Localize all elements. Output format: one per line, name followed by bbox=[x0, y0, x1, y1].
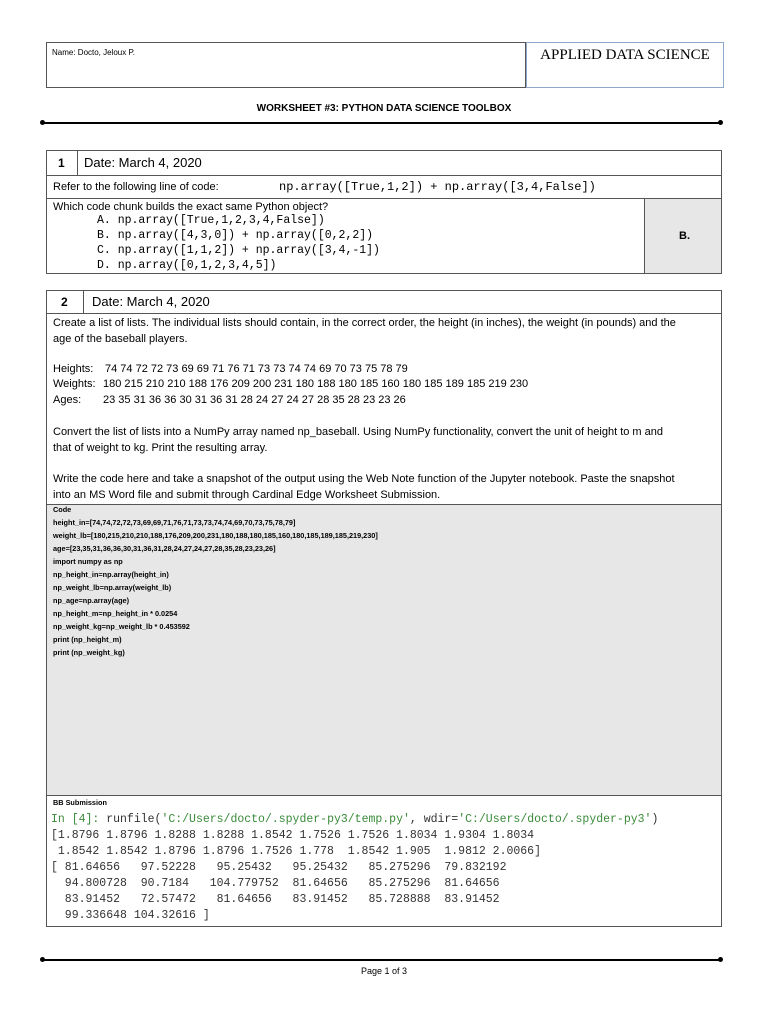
code-line: np_weight_kg=np_weight_lb * 0.453592 bbox=[53, 622, 190, 631]
q2-date: Date: March 4, 2020 bbox=[92, 294, 210, 309]
weights-label: Weights: bbox=[53, 378, 96, 390]
q2-date-cell bbox=[83, 290, 722, 314]
q1-refer-label: Refer to the following line of code: bbox=[53, 181, 219, 193]
subject-box bbox=[526, 42, 724, 88]
q1-date: Date: March 4, 2020 bbox=[84, 155, 202, 170]
q2-convert-line-2: that of weight to kg. Print the resulting array. bbox=[53, 442, 268, 454]
code-line: height_in=[74,74,72,72,73,69,69,71,76,71,73,73,74,74,69,70,73,75,78,79] bbox=[53, 518, 296, 527]
q1-refer-code: np.array([True,1,2]) + np.array([3,4,False]) bbox=[279, 180, 596, 194]
prompt-call: runfile( bbox=[106, 813, 162, 826]
heights-label: Heights: bbox=[53, 363, 94, 375]
code-line: weight_lb=[180,215,210,210,188,176,209,200,231,180,188,180,185,160,180,185,189,185,219,230] bbox=[53, 531, 378, 540]
q1-option-a: A. np.array([True,1,2,3,4,False]) bbox=[97, 214, 325, 227]
q1-number: 1 bbox=[58, 156, 65, 170]
footer-divider bbox=[42, 959, 722, 961]
q2-instructions-cell bbox=[46, 313, 722, 505]
code-label: Code bbox=[53, 505, 72, 514]
q2-write-line-1: Write the code here and take a snapshot of the output using the Web Note function of the Jupyter notebook. Paste the snapshot bbox=[53, 473, 675, 485]
code-section bbox=[46, 504, 722, 796]
q1-number-cell bbox=[46, 150, 78, 176]
footer-dot-right bbox=[718, 957, 723, 962]
code-line: print (np_height_m) bbox=[53, 635, 122, 644]
top-divider bbox=[42, 122, 722, 124]
ages-label: Ages: bbox=[53, 394, 82, 406]
q2-intro-line-2: age of the baseball players. bbox=[53, 333, 188, 345]
code-line: np_height_in=np.array(height_in) bbox=[53, 570, 169, 579]
divider-dot-right bbox=[718, 120, 723, 125]
q1-answer: B. bbox=[679, 230, 690, 242]
code-line: np_weight_lb=np.array(weight_lb) bbox=[53, 583, 172, 592]
q1-option-d: D. np.array([0,1,2,3,4,5]) bbox=[97, 259, 277, 272]
worksheet-title: WORKSHEET #3: PYTHON DATA SCIENCE TOOLBOX bbox=[256, 103, 512, 114]
console-output-line: 94.800728 90.7184 104.779752 81.64656 85.275296 81.64656 bbox=[51, 877, 500, 890]
q2-intro-line-1: Create a list of lists. The individual lists should contain, in the correct order, the height (in inches), the weight (in pounds) and the bbox=[53, 317, 676, 329]
name-box bbox=[46, 42, 526, 88]
q1-option-b: B. np.array([4,3,0]) + np.array([0,2,2]) bbox=[97, 229, 374, 242]
q2-write-line-2: into an MS Word file and submit through Cardinal Edge Worksheet Submission. bbox=[53, 489, 441, 501]
prompt-sep: , wdir= bbox=[409, 813, 459, 826]
weights-values: 180 215 210 210 188 176 209 200 231 180 188 180 185 160 180 185 189 185 219 230 bbox=[103, 378, 529, 390]
q2-number-cell bbox=[46, 290, 84, 314]
prompt-prefix: In [4]: bbox=[51, 813, 107, 826]
q1-refer-cell bbox=[46, 175, 722, 199]
code-line: print (np_weight_kg) bbox=[53, 648, 125, 657]
code-line: np_height_m=np_height_in * 0.0254 bbox=[53, 609, 178, 618]
q1-option-c: C. np.array([1,1,2]) + np.array([3,4,-1]) bbox=[97, 244, 380, 257]
q2-convert-line-1: Convert the list of lists into a NumPy array named np_baseball. Using NumPy functionality, convert the unit of height to m and bbox=[53, 426, 663, 438]
page-number: Page 1 of 3 bbox=[360, 966, 408, 976]
console-output-line: 1.8542 1.8542 1.8796 1.8796 1.7526 1.778 1.8542 1.905 1.9812 2.0066] bbox=[51, 845, 541, 858]
divider-dot-left bbox=[40, 120, 45, 125]
ages-values: 23 35 31 36 36 30 31 36 31 28 24 27 24 27 28 35 28 23 23 26 bbox=[103, 394, 406, 406]
prompt-end: ) bbox=[651, 813, 659, 826]
footer-dot-left bbox=[40, 957, 45, 962]
q1-answer-cell bbox=[644, 198, 722, 274]
heights-values: 74 74 72 72 73 69 69 71 76 71 73 73 74 74 69 70 73 75 78 79 bbox=[105, 363, 408, 375]
bb-submission-section bbox=[46, 795, 722, 927]
console-output-line: 99.336648 104.32616 ] bbox=[51, 909, 210, 922]
q1-date-cell bbox=[77, 150, 722, 176]
q1-question-cell bbox=[46, 198, 645, 274]
code-line: age=[23,35,31,36,36,30,31,36,31,28,24,27,24,27,28,35,28,23,23,26] bbox=[53, 544, 276, 553]
subject-title: APPLIED DATA SCIENCE bbox=[540, 47, 710, 63]
q1-question: Which code chunk builds the exact same Python object? bbox=[53, 201, 329, 213]
student-name: Name: Docto, Jeloux P. bbox=[52, 48, 136, 57]
bb-submission-label: BB Submission bbox=[53, 798, 107, 807]
console-output-line: 83.91452 72.57472 81.64656 83.91452 85.728888 83.91452 bbox=[51, 893, 500, 906]
console-output-line: [ 81.64656 97.52228 95.25432 95.25432 85.275296 79.832192 bbox=[51, 861, 507, 874]
q2-number: 2 bbox=[61, 295, 68, 309]
prompt-arg-2: 'C:/Users/docto/.spyder-py3' bbox=[458, 813, 652, 826]
console-output-line: [1.8796 1.8796 1.8288 1.8288 1.8542 1.7526 1.7526 1.8034 1.9304 1.8034 bbox=[51, 829, 535, 842]
console-prompt-line bbox=[51, 813, 658, 826]
code-line: import numpy as np bbox=[53, 557, 123, 566]
code-line: np_age=np.array(age) bbox=[53, 596, 130, 605]
prompt-arg-1: 'C:/Users/docto/.spyder-py3/temp.py' bbox=[161, 813, 410, 826]
